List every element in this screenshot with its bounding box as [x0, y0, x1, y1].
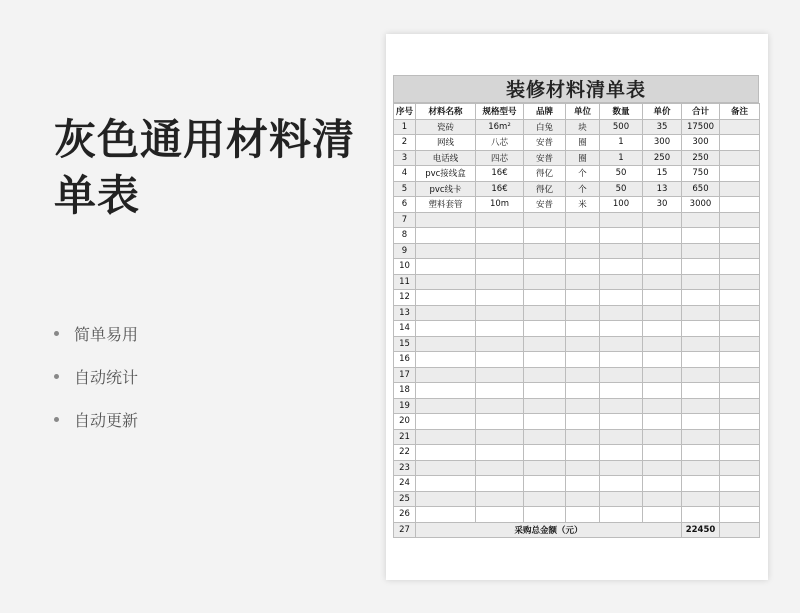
table-cell[interactable] — [476, 305, 524, 321]
table-cell[interactable]: 白兔 — [524, 119, 566, 135]
table-row — [394, 336, 760, 352]
table-cell[interactable] — [476, 290, 524, 306]
table-cell[interactable] — [682, 491, 720, 507]
table-cell[interactable] — [416, 352, 476, 368]
table-cell[interactable]: 10 — [394, 259, 416, 275]
table-cell[interactable] — [682, 460, 720, 476]
table-cell[interactable]: 塑料套管 — [416, 197, 476, 213]
table-cell[interactable]: 8 — [394, 228, 416, 244]
table-cell[interactable] — [476, 336, 524, 352]
table-row — [394, 507, 760, 523]
table-cell[interactable] — [682, 243, 720, 259]
table-cell[interactable] — [682, 336, 720, 352]
table-cell[interactable] — [524, 228, 566, 244]
table-cell[interactable]: 26 — [394, 507, 416, 523]
table-cell[interactable] — [566, 352, 600, 368]
table-cell[interactable] — [600, 259, 643, 275]
table-cell[interactable]: 5 — [394, 181, 416, 197]
table-cell[interactable] — [720, 197, 760, 213]
table-cell[interactable] — [720, 336, 760, 352]
table-cell[interactable] — [476, 383, 524, 399]
table-row — [394, 243, 760, 259]
table-cell[interactable] — [682, 212, 720, 228]
table-cell[interactable]: 21 — [394, 429, 416, 445]
table-row — [394, 352, 760, 368]
table-cell[interactable] — [643, 445, 682, 461]
table-cell[interactable] — [720, 135, 760, 151]
table-cell[interactable]: 23 — [394, 460, 416, 476]
table-cell[interactable] — [416, 290, 476, 306]
table-cell[interactable] — [416, 429, 476, 445]
spreadsheet-preview — [386, 34, 768, 580]
table-cell[interactable] — [416, 460, 476, 476]
table-cell[interactable]: 安普 — [524, 150, 566, 166]
table-cell[interactable] — [524, 212, 566, 228]
table-cell[interactable] — [566, 383, 600, 399]
table-cell[interactable]: 个 — [566, 181, 600, 197]
table-cell[interactable] — [524, 429, 566, 445]
table-cell[interactable] — [643, 321, 682, 337]
table-row — [394, 445, 760, 461]
table-cell[interactable]: 30 — [643, 197, 682, 213]
table-cell[interactable] — [566, 445, 600, 461]
table-cell[interactable] — [682, 259, 720, 275]
table-cell[interactable] — [682, 383, 720, 399]
table-cell[interactable]: 500 — [600, 119, 643, 135]
table-cell[interactable] — [600, 274, 643, 290]
table-cell[interactable] — [524, 491, 566, 507]
table-cell[interactable] — [720, 119, 760, 135]
table-cell[interactable] — [476, 460, 524, 476]
total-index: 27 — [394, 522, 416, 538]
table-cell[interactable] — [682, 352, 720, 368]
table-cell[interactable] — [720, 383, 760, 399]
feature-label: 自动更新 — [74, 411, 139, 430]
table-cell[interactable] — [524, 336, 566, 352]
table-cell[interactable] — [566, 305, 600, 321]
table-cell[interactable] — [566, 228, 600, 244]
table-cell[interactable] — [682, 228, 720, 244]
table-cell[interactable] — [600, 507, 643, 523]
table-cell[interactable] — [416, 305, 476, 321]
table-cell[interactable]: 13 — [394, 305, 416, 321]
table-cell[interactable] — [416, 476, 476, 492]
table-cell[interactable] — [566, 398, 600, 414]
table-cell[interactable] — [682, 274, 720, 290]
table-cell[interactable]: 19 — [394, 398, 416, 414]
table-cell[interactable]: 16€ — [476, 166, 524, 182]
table-row — [394, 414, 760, 430]
table-cell[interactable] — [643, 259, 682, 275]
table-cell[interactable] — [524, 383, 566, 399]
table-cell[interactable]: 四芯 — [476, 150, 524, 166]
table-cell[interactable] — [600, 491, 643, 507]
table-cell[interactable] — [600, 429, 643, 445]
table-cell[interactable] — [643, 228, 682, 244]
column-header: 备注 — [720, 104, 760, 120]
table-cell[interactable] — [643, 274, 682, 290]
table-cell[interactable] — [524, 460, 566, 476]
total-value: 22450 — [682, 522, 720, 538]
table-cell[interactable] — [600, 398, 643, 414]
table-row — [394, 476, 760, 492]
table-cell[interactable] — [524, 243, 566, 259]
table-cell[interactable] — [682, 414, 720, 430]
table-cell[interactable]: 安普 — [524, 135, 566, 151]
table-cell[interactable] — [566, 491, 600, 507]
table-cell[interactable] — [476, 445, 524, 461]
column-header: 材料名称 — [416, 104, 476, 120]
table-cell[interactable]: 3000 — [682, 197, 720, 213]
table-cell[interactable] — [566, 290, 600, 306]
column-header: 序号 — [394, 104, 416, 120]
table-cell[interactable] — [476, 414, 524, 430]
table-cell[interactable] — [476, 429, 524, 445]
table-cell[interactable]: 50 — [600, 181, 643, 197]
table-cell[interactable]: 10m — [476, 197, 524, 213]
table-cell[interactable]: 15 — [394, 336, 416, 352]
table-cell[interactable] — [566, 274, 600, 290]
table-cell[interactable]: 安普 — [524, 197, 566, 213]
table-cell[interactable] — [682, 398, 720, 414]
table-cell[interactable]: 圈 — [566, 135, 600, 151]
feature-item — [54, 398, 138, 441]
table-cell[interactable]: 300 — [682, 135, 720, 151]
table-cell[interactable] — [416, 383, 476, 399]
table-cell[interactable]: pvc接线盒 — [416, 166, 476, 182]
table-cell[interactable] — [682, 507, 720, 523]
table-cell[interactable] — [643, 243, 682, 259]
table-cell[interactable]: 网线 — [416, 135, 476, 151]
table-cell[interactable]: 20 — [394, 414, 416, 430]
table-cell[interactable]: 12 — [394, 290, 416, 306]
table-cell[interactable] — [524, 476, 566, 492]
feature-label: 自动统计 — [74, 368, 139, 387]
table-cell[interactable]: 1 — [394, 119, 416, 135]
table-cell[interactable] — [566, 259, 600, 275]
table-cell[interactable] — [566, 476, 600, 492]
table-cell[interactable] — [720, 367, 760, 383]
table-cell[interactable] — [682, 321, 720, 337]
table-cell[interactable] — [524, 414, 566, 430]
table-cell[interactable] — [600, 321, 643, 337]
table-cell[interactable]: 18 — [394, 383, 416, 399]
table-cell[interactable] — [566, 460, 600, 476]
table-cell[interactable] — [720, 243, 760, 259]
table-cell[interactable]: 250 — [682, 150, 720, 166]
table-cell[interactable] — [720, 414, 760, 430]
table-row — [394, 150, 760, 166]
table-cell[interactable]: 得亿 — [524, 166, 566, 182]
bullet-icon — [54, 374, 59, 379]
table-cell[interactable] — [416, 398, 476, 414]
table-cell[interactable] — [720, 398, 760, 414]
table-cell[interactable]: 16m² — [476, 119, 524, 135]
table-cell[interactable] — [416, 228, 476, 244]
table-cell[interactable] — [600, 476, 643, 492]
table-cell[interactable] — [643, 491, 682, 507]
table-cell[interactable] — [416, 367, 476, 383]
table-cell[interactable] — [476, 476, 524, 492]
table-cell[interactable] — [476, 321, 524, 337]
table-cell[interactable] — [600, 352, 643, 368]
table-row — [394, 166, 760, 182]
table-cell[interactable] — [476, 367, 524, 383]
table-cell[interactable]: 得亿 — [524, 181, 566, 197]
table-cell[interactable] — [416, 321, 476, 337]
table-cell[interactable]: 650 — [682, 181, 720, 197]
table-cell[interactable] — [682, 429, 720, 445]
table-row — [394, 135, 760, 151]
table-row — [394, 212, 760, 228]
table-cell[interactable] — [476, 274, 524, 290]
table-cell[interactable] — [600, 414, 643, 430]
table-cell[interactable] — [524, 290, 566, 306]
table-cell[interactable] — [600, 305, 643, 321]
column-header: 合计 — [682, 104, 720, 120]
table-cell[interactable]: 22 — [394, 445, 416, 461]
table-cell[interactable] — [416, 274, 476, 290]
table-cell[interactable] — [720, 429, 760, 445]
table-cell[interactable] — [682, 290, 720, 306]
table-cell[interactable]: 15 — [643, 166, 682, 182]
promo-title: 灰色通用材料清单表 — [54, 115, 356, 220]
table-cell[interactable]: 2 — [394, 135, 416, 151]
table-cell[interactable] — [720, 181, 760, 197]
table-cell[interactable] — [643, 476, 682, 492]
table-cell[interactable] — [720, 460, 760, 476]
table-cell[interactable] — [720, 166, 760, 182]
table-cell[interactable] — [524, 367, 566, 383]
table-cell[interactable]: 八芯 — [476, 135, 524, 151]
table-cell[interactable] — [600, 460, 643, 476]
table-cell[interactable] — [600, 212, 643, 228]
table-cell[interactable]: 米 — [566, 197, 600, 213]
table-cell[interactable] — [416, 259, 476, 275]
table-row — [394, 367, 760, 383]
table-cell[interactable] — [643, 336, 682, 352]
column-header: 单位 — [566, 104, 600, 120]
table-row — [394, 228, 760, 244]
table-cell[interactable] — [416, 243, 476, 259]
table-row — [394, 290, 760, 306]
table-cell[interactable] — [643, 507, 682, 523]
table-cell[interactable]: 35 — [643, 119, 682, 135]
table-cell[interactable]: 16 — [394, 352, 416, 368]
table-cell[interactable] — [476, 398, 524, 414]
table-cell[interactable] — [720, 228, 760, 244]
table-cell[interactable]: 17 — [394, 367, 416, 383]
table-cell[interactable] — [524, 398, 566, 414]
table-cell[interactable] — [524, 259, 566, 275]
table-cell[interactable] — [600, 383, 643, 399]
table-cell[interactable] — [682, 305, 720, 321]
table-cell[interactable]: 17500 — [682, 119, 720, 135]
table-cell[interactable]: 100 — [600, 197, 643, 213]
table-cell[interactable] — [476, 491, 524, 507]
table-cell[interactable] — [476, 212, 524, 228]
table-cell[interactable]: 7 — [394, 212, 416, 228]
table-cell[interactable]: 24 — [394, 476, 416, 492]
table-cell[interactable]: 9 — [394, 243, 416, 259]
table-cell[interactable] — [720, 212, 760, 228]
table-cell[interactable]: 个 — [566, 166, 600, 182]
table-cell[interactable] — [524, 445, 566, 461]
table-cell[interactable] — [416, 491, 476, 507]
feature-label: 简单易用 — [74, 325, 139, 344]
table-cell[interactable] — [643, 460, 682, 476]
table-cell[interactable] — [524, 274, 566, 290]
table-row — [394, 460, 760, 476]
table-cell[interactable]: 4 — [394, 166, 416, 182]
table-cell[interactable] — [720, 445, 760, 461]
table-row — [394, 398, 760, 414]
table-cell[interactable] — [720, 321, 760, 337]
table-cell[interactable]: 250 — [643, 150, 682, 166]
table-row — [394, 383, 760, 399]
table-cell[interactable] — [600, 228, 643, 244]
material-table — [393, 103, 760, 538]
table-cell[interactable]: 1 — [600, 135, 643, 151]
table-cell[interactable] — [566, 414, 600, 430]
bullet-icon — [54, 331, 59, 336]
table-row — [394, 181, 760, 197]
table-cell[interactable] — [643, 305, 682, 321]
table-cell[interactable] — [643, 212, 682, 228]
total-note-cell[interactable] — [720, 522, 760, 538]
feature-list — [54, 312, 138, 441]
table-cell[interactable] — [682, 367, 720, 383]
table-cell[interactable] — [643, 290, 682, 306]
table-cell[interactable] — [476, 228, 524, 244]
table-cell[interactable]: 瓷砖 — [416, 119, 476, 135]
table-cell[interactable] — [643, 398, 682, 414]
table-cell[interactable] — [566, 336, 600, 352]
table-cell[interactable] — [643, 352, 682, 368]
sheet-title: 装修材料清单表 — [393, 75, 759, 103]
column-header: 规格型号 — [476, 104, 524, 120]
table-cell[interactable] — [416, 336, 476, 352]
table-cell[interactable]: 300 — [643, 135, 682, 151]
table-row — [394, 321, 760, 337]
table-cell[interactable] — [476, 507, 524, 523]
table-row — [394, 429, 760, 445]
table-cell[interactable] — [600, 367, 643, 383]
table-cell[interactable] — [682, 445, 720, 461]
table-cell[interactable] — [566, 367, 600, 383]
table-row — [394, 119, 760, 135]
table-cell[interactable] — [720, 305, 760, 321]
table-row — [394, 197, 760, 213]
table-cell[interactable]: 圈 — [566, 150, 600, 166]
table-cell[interactable]: 25 — [394, 491, 416, 507]
table-cell[interactable] — [416, 212, 476, 228]
table-cell[interactable] — [720, 290, 760, 306]
total-label: 采购总金额（元） — [416, 522, 682, 538]
table-cell[interactable] — [566, 321, 600, 337]
table-row — [394, 491, 760, 507]
table-cell[interactable] — [566, 243, 600, 259]
table-cell[interactable] — [643, 429, 682, 445]
column-header: 品牌 — [524, 104, 566, 120]
table-cell[interactable] — [524, 321, 566, 337]
table-cell[interactable]: 16€ — [476, 181, 524, 197]
table-cell[interactable] — [600, 445, 643, 461]
table-cell[interactable]: 3 — [394, 150, 416, 166]
table-cell[interactable] — [524, 305, 566, 321]
table-cell[interactable]: 14 — [394, 321, 416, 337]
table-cell[interactable] — [476, 259, 524, 275]
feature-item — [54, 355, 138, 398]
column-header: 数量 — [600, 104, 643, 120]
feature-item — [54, 312, 138, 355]
table-cell[interactable] — [720, 150, 760, 166]
table-cell[interactable]: 750 — [682, 166, 720, 182]
column-header: 单价 — [643, 104, 682, 120]
table-cell[interactable] — [566, 507, 600, 523]
table-cell[interactable] — [566, 429, 600, 445]
table-header-row — [394, 104, 760, 120]
table-cell[interactable]: 50 — [600, 166, 643, 182]
table-cell[interactable] — [416, 507, 476, 523]
table-cell[interactable] — [643, 414, 682, 430]
total-row — [394, 522, 760, 538]
table-cell[interactable]: 1 — [600, 150, 643, 166]
table-cell[interactable]: 13 — [643, 181, 682, 197]
table-cell[interactable] — [643, 367, 682, 383]
table-cell[interactable] — [682, 476, 720, 492]
table-cell[interactable] — [600, 290, 643, 306]
table-cell[interactable] — [720, 274, 760, 290]
table-cell[interactable] — [524, 352, 566, 368]
table-cell[interactable] — [416, 445, 476, 461]
table-row — [394, 259, 760, 275]
table-cell[interactable] — [416, 414, 476, 430]
table-cell[interactable] — [720, 507, 760, 523]
table-cell[interactable]: 6 — [394, 197, 416, 213]
table-row — [394, 274, 760, 290]
table-cell[interactable] — [524, 507, 566, 523]
table-cell[interactable] — [476, 243, 524, 259]
table-cell[interactable] — [720, 259, 760, 275]
table-cell[interactable]: 块 — [566, 119, 600, 135]
table-cell[interactable] — [720, 476, 760, 492]
bullet-icon — [54, 417, 59, 422]
table-cell[interactable] — [566, 212, 600, 228]
table-cell[interactable]: 电话线 — [416, 150, 476, 166]
table-cell[interactable]: 11 — [394, 274, 416, 290]
table-cell[interactable] — [643, 383, 682, 399]
table-cell[interactable] — [720, 491, 760, 507]
table-cell[interactable] — [476, 352, 524, 368]
table-cell[interactable] — [600, 243, 643, 259]
table-cell[interactable]: pvc线卡 — [416, 181, 476, 197]
table-cell[interactable] — [720, 352, 760, 368]
table-cell[interactable] — [600, 336, 643, 352]
table-row — [394, 305, 760, 321]
